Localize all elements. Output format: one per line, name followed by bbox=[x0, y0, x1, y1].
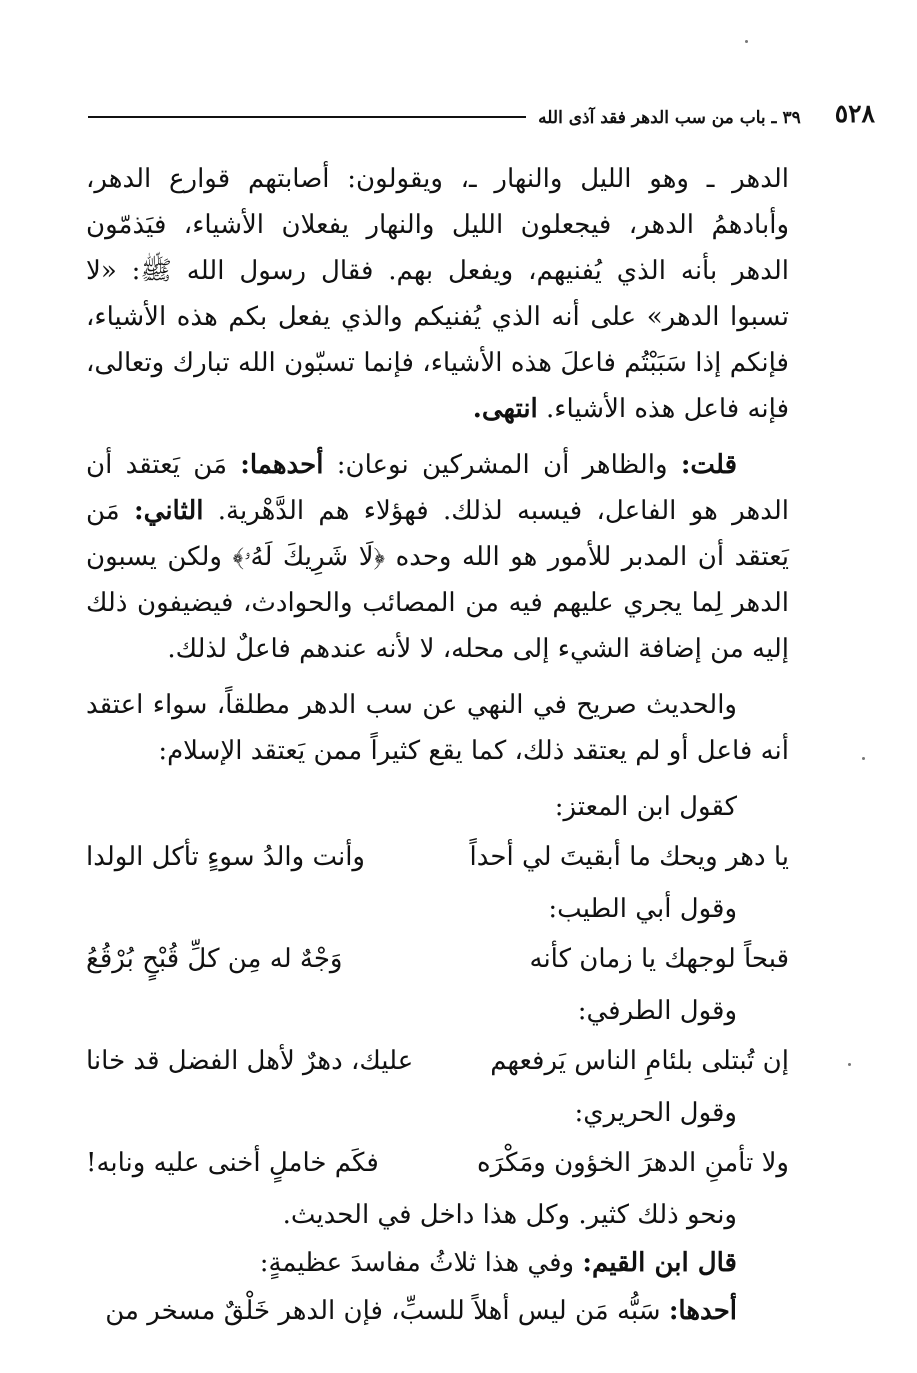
verse-3-first-half: إن تُبتلى بلئامِ الناس يَرفعهم bbox=[490, 1046, 789, 1076]
paragraph-2-b: مَن يَعتقد أن الدهر هو الفاعل، فيسبه لذلك. فهؤلاء هم الدَّهْرية. bbox=[86, 450, 789, 526]
verse-intro-3: وقول الطرفي: bbox=[577, 996, 737, 1026]
closing-line-2-text: وفي هذا ثلاثُ مفاسدَ عظيمةٍ: bbox=[259, 1248, 575, 1278]
closing-line-2-lead: قال ابن القيم: bbox=[582, 1248, 737, 1278]
paragraph-2-first: أحدهما: bbox=[240, 450, 324, 480]
verse-2 bbox=[86, 936, 789, 982]
verse-3 bbox=[86, 1038, 789, 1084]
verse-1-second-half: وأنت والدُ سوءٍ تأكل الولدا bbox=[86, 842, 365, 872]
scan-speck bbox=[862, 757, 865, 760]
paragraph-1-text: الدهر ـ وهو الليل والنهار ـ، ويقولون: أصابتهم قوارع الدهر، وأبادهمُ الدهر، فيجعلون الليل والنهار يفعلان الأشياء، فيَذمّون الدهر بأنه الذي يُفنيهم، ويفعل بهم. فقال رسول الله ﷺ: «لا تسبوا الدهر» على أنه الذي يُفنيكم والذي يفعل بكم هذه الأشياء، فإنكم إذا سَبَبْتُم فاعلَ هذه الأشياء، فإنما تسبّون الله تبارك وتعالى، فإنه فاعل هذه الأشياء. bbox=[86, 164, 789, 424]
verse-1 bbox=[86, 834, 789, 880]
paragraph-2 bbox=[86, 442, 789, 672]
closing-line-1: ونحو ذلك كثير. وكل هذا داخل في الحديث. bbox=[282, 1200, 737, 1230]
page-header bbox=[88, 88, 875, 128]
paragraph-2-a: والظاهر أن المشركين نوعان: bbox=[336, 450, 668, 480]
verse-1-first-half: يا دهر ويحك ما أبقيتَ لي أحداً bbox=[469, 842, 789, 872]
verse-intro-1: كقول ابن المعتز: bbox=[554, 792, 737, 822]
scan-speck bbox=[848, 1063, 851, 1066]
verse-4-second-half: فكَم خاملٍ أخنى عليه ونابه! bbox=[86, 1148, 379, 1178]
paragraph-2-c: مَن يَعتقد أن المدبر للأمور هو الله وحده ﴿لَا شَرِيكَ لَهُۥ﴾ ولكن يسبون الدهر لِما يجري عليهم فيه من المصائب والحوادث، فيضيفون ذلك إليه من إضافة الشيء إلى محله، لا لأنه عندهم فاعلٌ لذلك. bbox=[86, 496, 789, 664]
header-rule bbox=[88, 116, 526, 118]
paragraph-1-end: انتهى. bbox=[472, 394, 538, 424]
paragraph-1 bbox=[86, 156, 789, 432]
verse-2-first-half: قبحاً لوجهك يا زمان كأنه bbox=[529, 944, 789, 974]
chapter-title: ٣٩ ـ باب من سب الدهر فقد آذى الله bbox=[538, 108, 801, 128]
paragraph-3 bbox=[86, 682, 789, 774]
page-number: ٥٢٨ bbox=[834, 99, 875, 128]
last-line-lead: أحدها: bbox=[668, 1296, 737, 1326]
verse-2-second-half: وَجْهٌ له مِن كلِّ قُبْحٍ بُرْقُعُ bbox=[86, 944, 343, 974]
page-body bbox=[86, 156, 789, 1336]
verse-4 bbox=[86, 1140, 789, 1186]
paragraph-2-second: الثاني: bbox=[134, 496, 204, 526]
paragraph-2-lead: قلت: bbox=[680, 450, 737, 480]
closing-line-2 bbox=[86, 1240, 789, 1286]
last-line-text: سَبُّه مَن ليس أهلاً للسبِّ، فإن الدهر خَلْقٌ مسخر من bbox=[105, 1296, 661, 1326]
last-line bbox=[86, 1288, 789, 1334]
verse-4-first-half: ولا تأمنِ الدهرَ الخؤون ومَكْرَه bbox=[477, 1148, 789, 1178]
verse-3-second-half: عليك، دهرٌ لأهل الفضل قد خانا bbox=[86, 1046, 414, 1076]
verse-intro-4: وقول الحريري: bbox=[574, 1098, 737, 1128]
paragraph-3-text: والحديث صريح في النهي عن سب الدهر مطلقاً، سواء اعتقد أنه فاعل أو لم يعتقد ذلك، كما يقع كثيراً ممن يَعتقد الإسلام: bbox=[86, 690, 789, 766]
scan-speck bbox=[745, 40, 748, 43]
verse-intro-2: وقول أبي الطيب: bbox=[548, 894, 737, 924]
